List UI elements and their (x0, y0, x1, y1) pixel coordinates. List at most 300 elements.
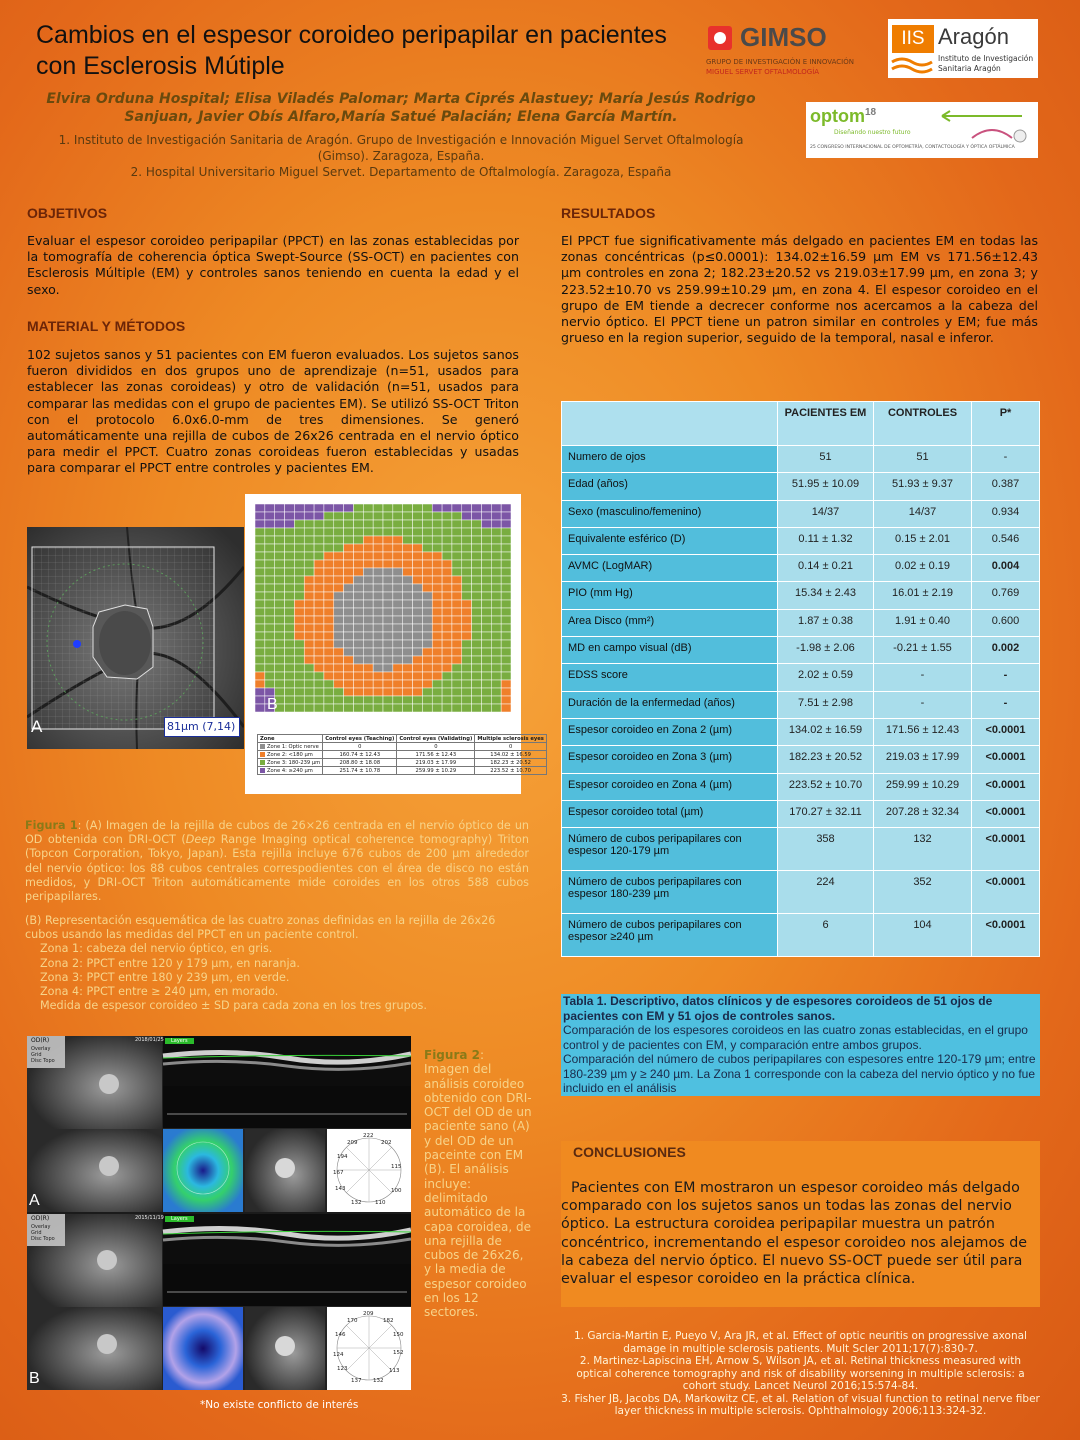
grid-cube (363, 520, 373, 528)
grid-cube (393, 568, 403, 576)
grid-cube (344, 576, 354, 584)
grid-cube (275, 592, 285, 600)
grid-cube (432, 696, 442, 704)
grid-cube (501, 656, 511, 664)
grid-cube (491, 568, 501, 576)
grid-cube (344, 624, 354, 632)
grid-cube (393, 616, 403, 624)
grid-cube (275, 600, 285, 608)
resultados-text: El PPCT fue significativamente más delgado en pacientes EM en todas las zonas concéntricas (p≤0.0001): 134.02±16.59 µm EM vs 171.56±12.43 µm controles en zona 2; 182.23±20.52 vs 219.03±17.99 µm, en zona 3; y 223.52±10.70 vs 259.99±10.29 µm, en zona 4. El espesor coroideo en el grupo de EM tiende a decrecer conforme nos acercamos a la cabeza del nervio óptico. El PPCT tiene un patron similar en controles y EM; fue más grueso en la region superior, seguido de la temporal, nasal e inferor. (561, 233, 1038, 346)
grid-cube (363, 672, 373, 680)
grid-cube (324, 672, 334, 680)
grid-cube (363, 704, 373, 712)
grid-cube (481, 680, 491, 688)
grid-cube (373, 680, 383, 688)
table-cell-controles: - (874, 664, 972, 691)
figure2-b-label: B (29, 1370, 40, 1387)
grid-cube (403, 512, 413, 520)
grid-cube (383, 608, 393, 616)
grid-cube (255, 664, 265, 672)
grid-cube (285, 584, 295, 592)
grid-cube (285, 632, 295, 640)
sector-value: 110 (375, 1200, 386, 1206)
grid-cube (314, 560, 324, 568)
menu-overlay[interactable]: Overlay (31, 1224, 51, 1230)
table-row (562, 871, 1040, 914)
grid-cube (481, 584, 491, 592)
grid-cube (432, 640, 442, 648)
grid-cube (334, 616, 344, 624)
figure2-b-date: 2015/11/19 (135, 1215, 164, 1221)
menu-overlay[interactable]: Overlay (31, 1046, 51, 1052)
grid-cube (393, 504, 403, 512)
table-cell-label: Area Disco (mm²) (562, 609, 778, 636)
grid-cube (472, 688, 482, 696)
grid-cube (481, 648, 491, 656)
grid-cube (373, 664, 383, 672)
grid-cube (452, 616, 462, 624)
grid-cube (285, 568, 295, 576)
grid-cube (432, 704, 442, 712)
grid-cube (373, 656, 383, 664)
grid-cube (481, 704, 491, 712)
grid-cube (324, 560, 334, 568)
grid-cube (413, 536, 423, 544)
grid-cube (481, 632, 491, 640)
grid-cube (491, 544, 501, 552)
table-cell-p: 0.387 (972, 473, 1040, 500)
grid-cube (442, 592, 452, 600)
grid-cube (265, 680, 275, 688)
grid-cube (363, 600, 373, 608)
sector-value: 152 (393, 1350, 404, 1356)
grid-cube (472, 568, 482, 576)
grid-cube (403, 584, 413, 592)
grid-cube (353, 696, 363, 704)
grid-cube (324, 608, 334, 616)
affiliation-2: 2. Hospital Universitario Miguel Servet. Departamento de Oftalmología. Zaragoza, España (130, 165, 672, 179)
grid-cube (334, 672, 344, 680)
figure1-caption-a1: : (A) Imagen de la rejilla de cubos de 26×26 centrada en el nervio óptico de un OD obtenida con DRI-OCT ( (25, 819, 529, 847)
table-cell-em: 15.34 ± 2.43 (778, 582, 874, 609)
grid-cube (285, 648, 295, 656)
grid-cube (422, 696, 432, 704)
grid-cube (275, 616, 285, 624)
grid-cube (383, 672, 393, 680)
grid-cube (442, 672, 452, 680)
grid-cube (383, 512, 393, 520)
grid-cube (353, 536, 363, 544)
grid-cube (383, 680, 393, 688)
figure1-caption-label: Figura 1 (25, 819, 78, 832)
grid-cube (383, 520, 393, 528)
grid-cube (265, 528, 275, 536)
grid-cube (422, 512, 432, 520)
grid-cube (324, 552, 334, 560)
zone-table-header: Control eyes (Validating) (397, 735, 475, 743)
grid-cube (304, 600, 314, 608)
grid-cube (363, 552, 373, 560)
table-cell-p: 0.600 (972, 609, 1040, 636)
table-cell-em: 6 (778, 914, 874, 957)
grid-cube (324, 576, 334, 584)
grid-cube (422, 576, 432, 584)
grid-cube (403, 552, 413, 560)
grid-cube (363, 544, 373, 552)
grid-cube (462, 688, 472, 696)
grid-cube (442, 536, 452, 544)
grid-cube (491, 688, 501, 696)
table-cell-em: 0.14 ± 0.21 (778, 555, 874, 582)
table-row (562, 473, 1040, 500)
grid-cube (344, 672, 354, 680)
grid-cube (255, 616, 265, 624)
grid-cube (403, 704, 413, 712)
table-row (562, 691, 1040, 718)
grid-cube (383, 576, 393, 584)
grid-cube (304, 560, 314, 568)
grid-cube (452, 704, 462, 712)
grid-cube (422, 688, 432, 696)
fundus-grid-image (27, 527, 244, 749)
conclusiones-box (561, 1141, 1040, 1307)
grid-cube (265, 688, 275, 696)
grid-cube (462, 672, 472, 680)
grid-cube (383, 584, 393, 592)
sector-value: 113 (389, 1368, 400, 1374)
figure2-a-sector-values (329, 1132, 409, 1210)
grid-cube (432, 616, 442, 624)
grid-cube (393, 704, 403, 712)
grid-cube (275, 664, 285, 672)
grid-cube (472, 656, 482, 664)
table-cell-p: <0.0001 (972, 746, 1040, 773)
grid-cube (324, 704, 334, 712)
zone-table-row (258, 759, 547, 767)
grid-cube (472, 520, 482, 528)
grid-cube (491, 704, 501, 712)
grid-cube (255, 568, 265, 576)
table-row (562, 609, 1040, 636)
grid-cube (294, 536, 304, 544)
grid-cube (393, 600, 403, 608)
table-cell-controles: 0.15 ± 2.01 (874, 527, 972, 554)
grid-cube (285, 576, 295, 584)
grid-cube (334, 648, 344, 656)
grid-cube (344, 704, 354, 712)
grid-cube (334, 544, 344, 552)
table-cell-controles: 352 (874, 871, 972, 914)
grid-cube (255, 656, 265, 664)
grid-cube (265, 648, 275, 656)
grid-cube (314, 544, 324, 552)
grid-cube (501, 600, 511, 608)
grid-cube (324, 512, 334, 520)
grid-cube (383, 632, 393, 640)
grid-cube (393, 664, 403, 672)
grid-cube (403, 504, 413, 512)
grid-cube (353, 656, 363, 664)
grid-cube (422, 640, 432, 648)
grid-cube (275, 680, 285, 688)
grid-cube (501, 688, 511, 696)
grid-cube (501, 576, 511, 584)
zone-table-value: 0 (475, 743, 547, 751)
grid-cube (472, 584, 482, 592)
grid-cube (393, 696, 403, 704)
grid-cube (294, 544, 304, 552)
table-cell-p: <0.0001 (972, 718, 1040, 745)
grid-cube (481, 544, 491, 552)
grid-cube (324, 688, 334, 696)
grid-cube (501, 696, 511, 704)
grid-cube (363, 648, 373, 656)
grid-cube (393, 544, 403, 552)
grid-cube (324, 600, 334, 608)
grid-cube (363, 592, 373, 600)
grid-cube (255, 536, 265, 544)
menu-grid[interactable]: Grid (31, 1230, 42, 1236)
grid-cube (462, 568, 472, 576)
grid-cube (501, 520, 511, 528)
grid-cube (422, 544, 432, 552)
table-cell-p: 0.546 (972, 527, 1040, 554)
zone-desc-5: Medida de espesor coroideo ± SD para cada zona en los tres grupos. (40, 999, 427, 1013)
grid-cube (373, 560, 383, 568)
grid-cube (491, 592, 501, 600)
grid-cube (363, 576, 373, 584)
menu-grid[interactable]: Grid (31, 1052, 42, 1058)
grid-cube (462, 648, 472, 656)
grid-cube (452, 672, 462, 680)
grid-cube (324, 656, 334, 664)
conclusiones-title: CONCLUSIONES (573, 1144, 686, 1160)
grid-cube (314, 616, 324, 624)
grid-cube (304, 576, 314, 584)
table-caption-2: Comparación del número de cubos peripapilares con espesores entre 120-179 µm; entre 180-239 µm y ≥ 240 µm. La Zona 1 corresponde con la cabeza del nervio óptico y no fue incluido en el análisis (563, 1052, 1036, 1095)
grid-cube (472, 680, 482, 688)
grid-cube (255, 608, 265, 616)
figure2-b-layer: Layers (165, 1216, 194, 1222)
sector-value: 123 (337, 1366, 348, 1372)
grid-cube (393, 608, 403, 616)
zone-desc-2: Zona 2: PPCT entre 120 y 179 µm, en naranja. (40, 956, 300, 970)
grid-cube (442, 528, 452, 536)
menu-disc-topo[interactable]: Disc Topo (31, 1236, 55, 1242)
table-cell-em: 2.02 ± 0.59 (778, 664, 874, 691)
grid-cube (255, 696, 265, 704)
menu-disc-topo[interactable]: Disc Topo (31, 1058, 55, 1064)
table-cell-em: 0.11 ± 1.32 (778, 527, 874, 554)
grid-cube (403, 600, 413, 608)
zone-table-value: 223.52 ± 10.70 (475, 767, 547, 775)
grid-cube (452, 656, 462, 664)
grid-cube (432, 560, 442, 568)
grid-cube (324, 696, 334, 704)
table-row (562, 718, 1040, 745)
table-cell-controles: 219.03 ± 17.99 (874, 746, 972, 773)
table-cell-p: - (972, 691, 1040, 718)
grid-cube (501, 632, 511, 640)
grid-cube (334, 512, 344, 520)
grid-cube (294, 696, 304, 704)
grid-cube (294, 584, 304, 592)
grid-cube (265, 504, 275, 512)
grid-cube (265, 624, 275, 632)
sector-value: 209 (363, 1311, 374, 1317)
grid-cube (373, 648, 383, 656)
grid-cube (314, 536, 324, 544)
grid-cube (285, 520, 295, 528)
grid-cube (314, 624, 324, 632)
grid-cube (373, 600, 383, 608)
grid-cube (472, 528, 482, 536)
table-row (562, 582, 1040, 609)
table-cell-controles: 51.93 ± 9.37 (874, 473, 972, 500)
grid-cube (255, 584, 265, 592)
grid-cube (294, 560, 304, 568)
grid-cube (334, 592, 344, 600)
figure2-a-eye-label: OD(R) (31, 1037, 50, 1044)
grid-cube (432, 520, 442, 528)
table-row (562, 637, 1040, 664)
grid-cube (422, 680, 432, 688)
table-cell-p: <0.0001 (972, 914, 1040, 957)
grid-cube (285, 608, 295, 616)
grid-cube (442, 608, 452, 616)
grid-cube (324, 640, 334, 648)
grid-cube (294, 592, 304, 600)
grid-cube (413, 640, 423, 648)
table-cell-controles: 171.56 ± 12.43 (874, 718, 972, 745)
grid-cube (462, 512, 472, 520)
grid-cube (265, 536, 275, 544)
grid-cube (363, 664, 373, 672)
grid-cube (334, 584, 344, 592)
figure1-panel-a (27, 527, 244, 749)
grid-cube (285, 544, 295, 552)
grid-cube (462, 696, 472, 704)
grid-cube (285, 656, 295, 664)
sector-value: 170 (347, 1318, 358, 1324)
grid-cube (285, 680, 295, 688)
grid-cube (344, 512, 354, 520)
grid-cube (363, 504, 373, 512)
grid-cube (255, 672, 265, 680)
grid-cube (481, 608, 491, 616)
grid-cube (383, 656, 393, 664)
grid-cube (472, 552, 482, 560)
grid-cube (373, 520, 383, 528)
grid-cube (403, 608, 413, 616)
grid-cube (275, 504, 285, 512)
grid-cube (363, 584, 373, 592)
iis-line2: Sanitaria Aragón (938, 64, 1001, 73)
grid-cube (462, 664, 472, 672)
grid-cube (452, 552, 462, 560)
grid-cube (373, 512, 383, 520)
grid-cube (462, 600, 472, 608)
figure1-a-label: A (31, 717, 43, 736)
grid-cube (403, 648, 413, 656)
grid-cube (501, 536, 511, 544)
grid-cube (363, 608, 373, 616)
grid-cube (403, 528, 413, 536)
grid-cube (294, 528, 304, 536)
grid-cube (462, 520, 472, 528)
grid-cube (472, 648, 482, 656)
table-header-em: PACIENTES EM (778, 402, 874, 446)
grid-cube (403, 576, 413, 584)
grid-cube (481, 640, 491, 648)
sector-value: 150 (393, 1332, 404, 1338)
sector-value: 143 (335, 1186, 346, 1192)
grid-cube (294, 656, 304, 664)
table-row (562, 773, 1040, 800)
grid-cube (265, 640, 275, 648)
grid-cube (304, 672, 314, 680)
grid-cube (285, 536, 295, 544)
grid-cube (344, 536, 354, 544)
grid-cube (285, 672, 295, 680)
grid-cube (294, 568, 304, 576)
grid-cube (373, 584, 383, 592)
grid-cube (501, 624, 511, 632)
grid-cube (314, 528, 324, 536)
grid-cube (324, 544, 334, 552)
zone-table-value: 251.74 ± 10.78 (323, 767, 397, 775)
grid-cube (422, 656, 432, 664)
gimso-mark-icon (706, 24, 734, 52)
table-cell-p: - (972, 664, 1040, 691)
table-cell-controles: 14/37 (874, 500, 972, 527)
table-cell-label: Número de cubos peripapilares con espesor 120-179 µm (562, 828, 778, 871)
grid-cube (413, 544, 423, 552)
grid-cube (491, 664, 501, 672)
grid-cube (462, 704, 472, 712)
table-cell-controles: -0.21 ± 1.55 (874, 637, 972, 664)
grid-cube (255, 600, 265, 608)
grid-cube (314, 688, 324, 696)
grid-cube (353, 640, 363, 648)
table-caption-1: Comparación de los espesores coroideos en las cuatro zonas establecidas, en el grupo control y de pacientes con EM, y comparación entre ambos grupos. (563, 1023, 1028, 1052)
grid-cube (413, 592, 423, 600)
grid-cube (324, 568, 334, 576)
grid-cube (285, 592, 295, 600)
figure1-caption-em: Deep (185, 833, 216, 847)
grid-cube (452, 640, 462, 648)
figure2-b-sector-values (329, 1310, 409, 1388)
grid-cube (442, 632, 452, 640)
grid-cube (304, 632, 314, 640)
grid-cube (393, 680, 403, 688)
table-cell-label: Espesor coroideo en Zona 4 (µm) (562, 773, 778, 800)
grid-cube (314, 520, 324, 528)
grid-cube (442, 680, 452, 688)
grid-cube (383, 600, 393, 608)
grid-cube (432, 648, 442, 656)
grid-cube (373, 568, 383, 576)
optom-year: 18 (864, 107, 877, 118)
grid-cube (413, 600, 423, 608)
zone-table-header: Zone (258, 735, 323, 743)
grid-cube (491, 656, 501, 664)
grid-cube (462, 616, 472, 624)
grid-cube (334, 704, 344, 712)
grid-cube (462, 552, 472, 560)
grid-cube (334, 528, 344, 536)
grid-cube (304, 608, 314, 616)
